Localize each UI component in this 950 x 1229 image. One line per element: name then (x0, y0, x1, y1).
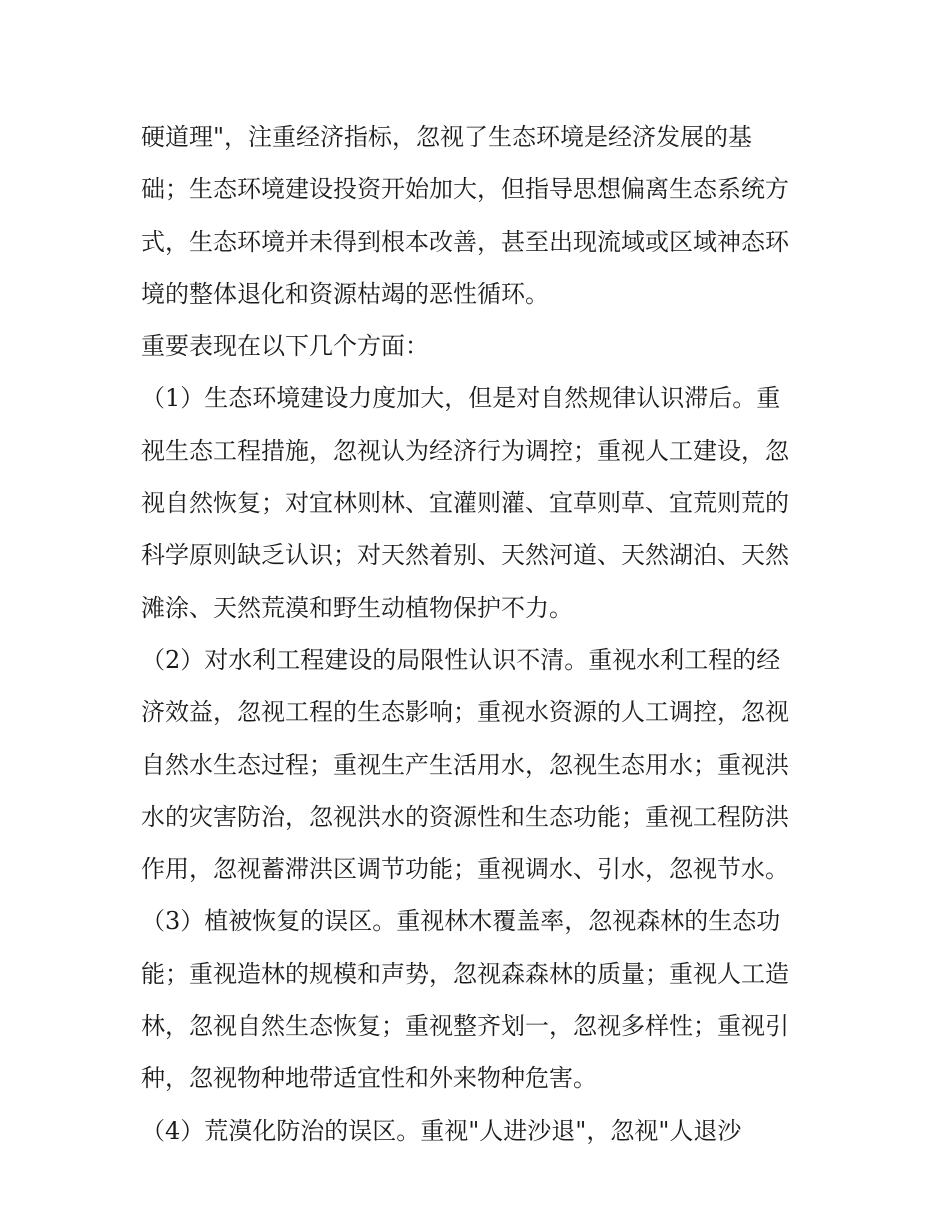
text-line: （3）植被恢复的误区。重视林木覆盖率，忽视森林的生态功 (141, 907, 781, 936)
text-line: 境的整体退化和资源枯竭的恶性循环。 (141, 279, 549, 308)
text-line: 水的灾害防治，忽视洪水的资源性和生态功能；重视工程防洪 (141, 802, 789, 831)
text-line: 济效益，忽视工程的生态影响；重视水资源的人工调控，忽视 (141, 698, 789, 727)
text-line: 视自然恢复；对宜林则林、宜灌则灌、宜草则草、宜荒则荒的 (141, 489, 789, 518)
text-line: 种，忽视物种地带适宜性和外来物种危害。 (141, 1064, 597, 1093)
text-line: 重要表现在以下几个方面： (141, 332, 429, 361)
body-text (141, 111, 821, 1157)
text-line: 式，生态环境并未得到根本改善，甚至出现流域或区域神态环 (141, 227, 789, 256)
text-line: 科学原则缺乏认识；对天然着别、天然河道、天然湖泊、天然 (141, 541, 789, 570)
text-line: 视生态工程措施，忽视认为经济行为调控；重视人工建设，忽 (141, 436, 789, 465)
text-line: 作用，忽视蓄滞洪区调节功能；重视调水、引水，忽视节水。 (141, 855, 789, 884)
text-line: 自然水生态过程；重视生产生活用水，忽视生态用水；重视洪 (141, 750, 789, 779)
text-line: （4）荒漠化防治的误区。重视"人进沙退"，忽视"人退沙 (141, 1116, 742, 1145)
text-line: 硬道理"，注重经济指标，忽视了生态环境是经济发展的基 (141, 123, 753, 151)
text-line: （1）生态环境建设力度加大，但是对自然规律认识滞后。重 (141, 384, 781, 413)
text-line: 林，忽视自然生态恢复；重视整齐划一，忽视多样性；重视引 (141, 1012, 789, 1041)
text-line: 础；生态环境建设投资开始加大，但指导思想偏离生态系统方 (141, 175, 789, 204)
text-line: 滩涂、天然荒漠和野生动植物保护不力。 (141, 593, 573, 622)
text-line: 能；重视造林的规模和声势，忽视森森林的质量；重视人工造 (141, 959, 789, 988)
text-line: （2）对水利工程建设的局限性认识不清。重视水利工程的经 (141, 645, 781, 674)
